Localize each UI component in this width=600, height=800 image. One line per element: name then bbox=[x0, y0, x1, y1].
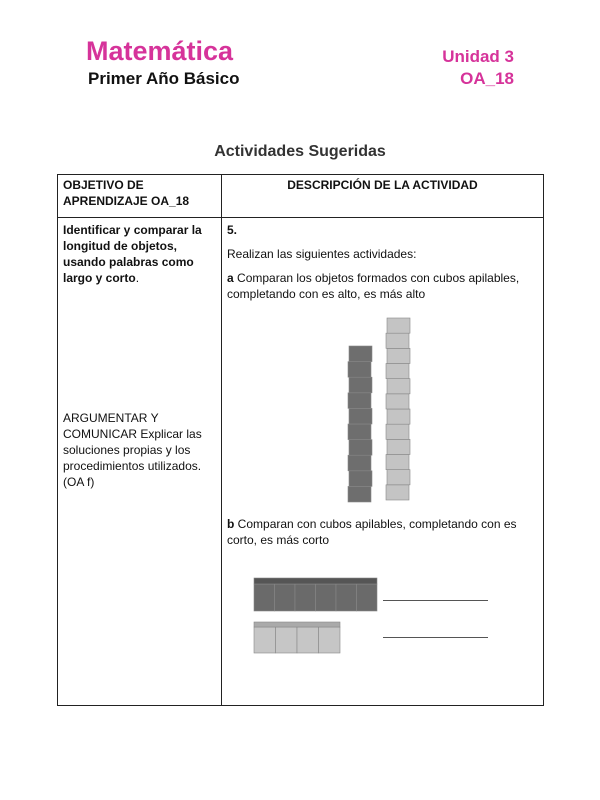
tower-light-cube bbox=[386, 455, 409, 470]
unit-label: Unidad 3 bbox=[442, 47, 514, 66]
tower-light-cube bbox=[387, 379, 410, 394]
skill-text: Explicar las soluciones propias y los procedimientos utilizados. (OA f) bbox=[63, 427, 202, 489]
answer-line-2 bbox=[383, 637, 488, 638]
item-a-label: a bbox=[227, 271, 234, 285]
tower-dark-cube bbox=[348, 455, 371, 471]
row-dark-cube bbox=[275, 584, 296, 611]
tower-dark-cube bbox=[349, 440, 372, 456]
item-b-label: b bbox=[227, 517, 235, 531]
tower-dark-cube bbox=[348, 393, 371, 409]
objective-end: . bbox=[135, 271, 140, 285]
tower-light-cube bbox=[387, 470, 410, 485]
item-a-text: Comparan los objetos formados con cubos apilables, completando con es alto, es más alto bbox=[227, 271, 520, 301]
tower-light-cube bbox=[387, 439, 410, 454]
tower-dark-cube bbox=[349, 377, 372, 393]
row-light-cube bbox=[319, 627, 341, 653]
row-dark-cube bbox=[357, 584, 378, 611]
row-dark-top bbox=[254, 578, 377, 584]
oa-label: OA_18 bbox=[460, 69, 514, 88]
row-light-cube bbox=[297, 627, 319, 653]
tower-light-cube bbox=[386, 394, 409, 409]
tower-dark-cube bbox=[348, 362, 371, 378]
tower-light-cube bbox=[386, 364, 409, 379]
tower-dark-cube bbox=[349, 408, 372, 424]
grade-subtitle: Primer Año Básico bbox=[88, 69, 240, 88]
section-title: Actividades Sugeridas bbox=[214, 143, 386, 160]
item-b-text: Comparan con cubos apilables, completando con es corto, es más corto bbox=[227, 517, 517, 547]
tower-light-cube bbox=[387, 409, 410, 424]
answer-line-1 bbox=[383, 600, 488, 601]
tower-light-cube bbox=[386, 485, 409, 500]
tower-light-cube bbox=[387, 318, 410, 333]
row-light-cube bbox=[276, 627, 298, 653]
tower-light-cube bbox=[386, 424, 409, 439]
tower-dark-cube bbox=[349, 346, 372, 362]
tower-light-cube bbox=[387, 348, 410, 363]
subject-title: Matemática bbox=[86, 36, 234, 66]
activity-number: 5. bbox=[227, 223, 238, 237]
row-dark-cube bbox=[336, 584, 357, 611]
row-dark-cube bbox=[316, 584, 337, 611]
row-light-cube bbox=[254, 627, 276, 653]
col1-header: OBJETIVO DE APRENDIZAJE OA_18 bbox=[58, 175, 222, 218]
row-dark-cube bbox=[254, 584, 275, 611]
row-light-top bbox=[254, 622, 340, 627]
activity-intro: Realizan las siguientes actividades: bbox=[227, 247, 417, 261]
tower-dark-cube bbox=[348, 424, 371, 440]
tower-dark-cube bbox=[349, 471, 372, 487]
objective-text: Identificar y comparar la longitud de objetos, usando palabras como largo y corto bbox=[63, 223, 202, 285]
row-dark-cube bbox=[295, 584, 316, 611]
skill-heading: ARGUMENTAR Y COMUNICAR bbox=[63, 411, 159, 441]
tower-light-cube bbox=[386, 333, 409, 348]
col2-header: DESCRIPCIÓN DE LA ACTIVIDAD bbox=[222, 175, 544, 218]
tower-dark-cube bbox=[348, 486, 371, 502]
